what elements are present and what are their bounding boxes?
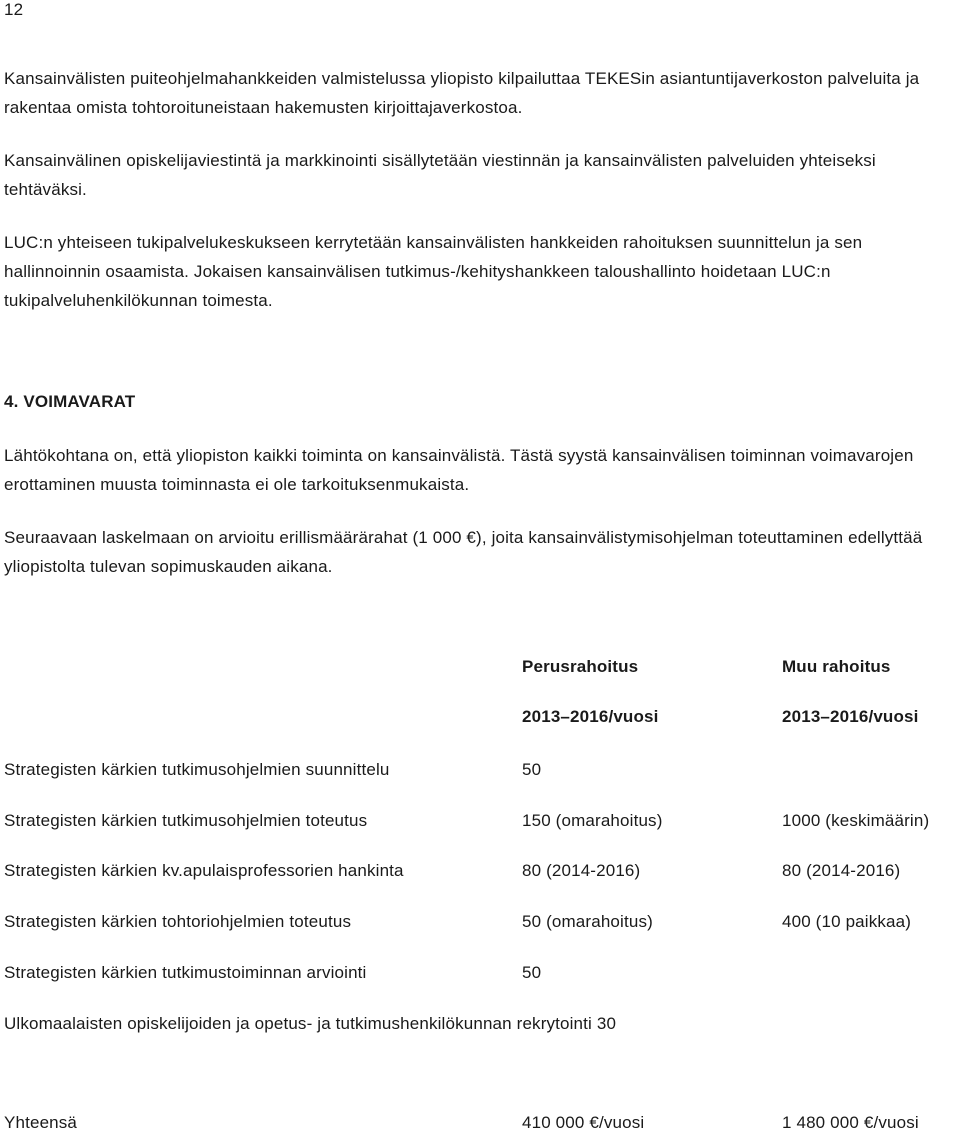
section-heading: 4. VOIMAVARAT [4, 392, 136, 411]
total-label: Yhteensä [4, 1113, 78, 1132]
header-muu-rahoitus-period: 2013–2016/vuosi [782, 707, 919, 726]
paragraph-laskelma: Seuraavaan laskelmaan on arvioitu erillismäärärahat (1 000 €), joita kansainvälistymisohjelman toteuttaminen edellyttää yliopistolta tulevan sopimuskauden aikana. [4, 528, 923, 576]
header-perusrahoitus-period: 2013–2016/vuosi [522, 707, 659, 726]
row-other-value: 80 (2014-2016) [782, 861, 901, 880]
paragraph-lahtokohta: Lähtökohtana on, että yliopiston kaikki toiminta on kansainvälistä. Tästä syystä kansainvälisen toiminnan voimavarojen erottaminen muusta toiminnasta ei ole tarkoituksenmukaista. [4, 446, 914, 494]
row-label: Ulkomaalaisten opiskelijoiden ja opetus- ja tutkimushenkilökunnan rekrytointi 30 [4, 1014, 617, 1033]
table-row [4, 811, 960, 835]
row-label: Strategisten kärkien tutkimusohjelmien toteutus [4, 811, 368, 830]
table-row [4, 912, 960, 936]
total-base-value: 410 000 €/vuosi [522, 1113, 645, 1132]
page-number: 12 [4, 0, 24, 19]
row-base-value: 50 [522, 760, 542, 779]
row-label: Strategisten kärkien tutkimustoiminnan arviointi [4, 963, 367, 982]
header-muu-rahoitus: Muu rahoitus [782, 657, 891, 676]
row-other-value: 400 (10 paikkaa) [782, 912, 912, 931]
table-total-row [4, 1113, 960, 1137]
row-base-value: 80 (2014-2016) [522, 861, 641, 880]
paragraph-opiskelijaviestinta: Kansainvälinen opiskelijaviestintä ja markkinointi sisällytetään viestinnän ja kansainvälisten palveluiden yhteiseksi tehtäväksi. [4, 151, 876, 199]
total-other-value: 1 480 000 €/vuosi [782, 1113, 919, 1132]
table-row [4, 861, 960, 885]
table-row [4, 760, 960, 784]
row-base-value: 150 (omarahoitus) [522, 811, 663, 830]
row-other-value: 1000 (keskimäärin) [782, 811, 930, 830]
table-row [4, 1014, 960, 1038]
row-label: Strategisten kärkien tutkimusohjelmien suunnittelu [4, 760, 390, 779]
table-row [4, 963, 960, 987]
header-perusrahoitus: Perusrahoitus [522, 657, 639, 676]
row-base-value: 50 (omarahoitus) [522, 912, 653, 931]
row-label: Strategisten kärkien kv.apulaisprofessorien hankinta [4, 861, 404, 880]
row-label: Strategisten kärkien tohtoriohjelmien toteutus [4, 912, 352, 931]
paragraph-puiteohjelmat: Kansainvälisten puiteohjelmahankkeiden valmistelussa yliopisto kilpailuttaa TEKESin asiantuntijaverkoston palveluita ja rakentaa omista tohtoroituneistaan hakemusten kirjoittajaverkostoa. [4, 69, 920, 117]
paragraph-tukipalvelukeskus: LUC:n yhteiseen tukipalvelukeskukseen kerrytetään kansainvälisten hankkeiden rahoituksen suunnittelun ja sen hallinnoinnin osaamista. Jokaisen kansainvälisen tutkimus-/kehityshankkeen taloushallinto hoidetaan LUC:n tukipalveluhenkilökunnan toimesta. [4, 233, 863, 310]
row-base-value: 50 [522, 963, 542, 982]
